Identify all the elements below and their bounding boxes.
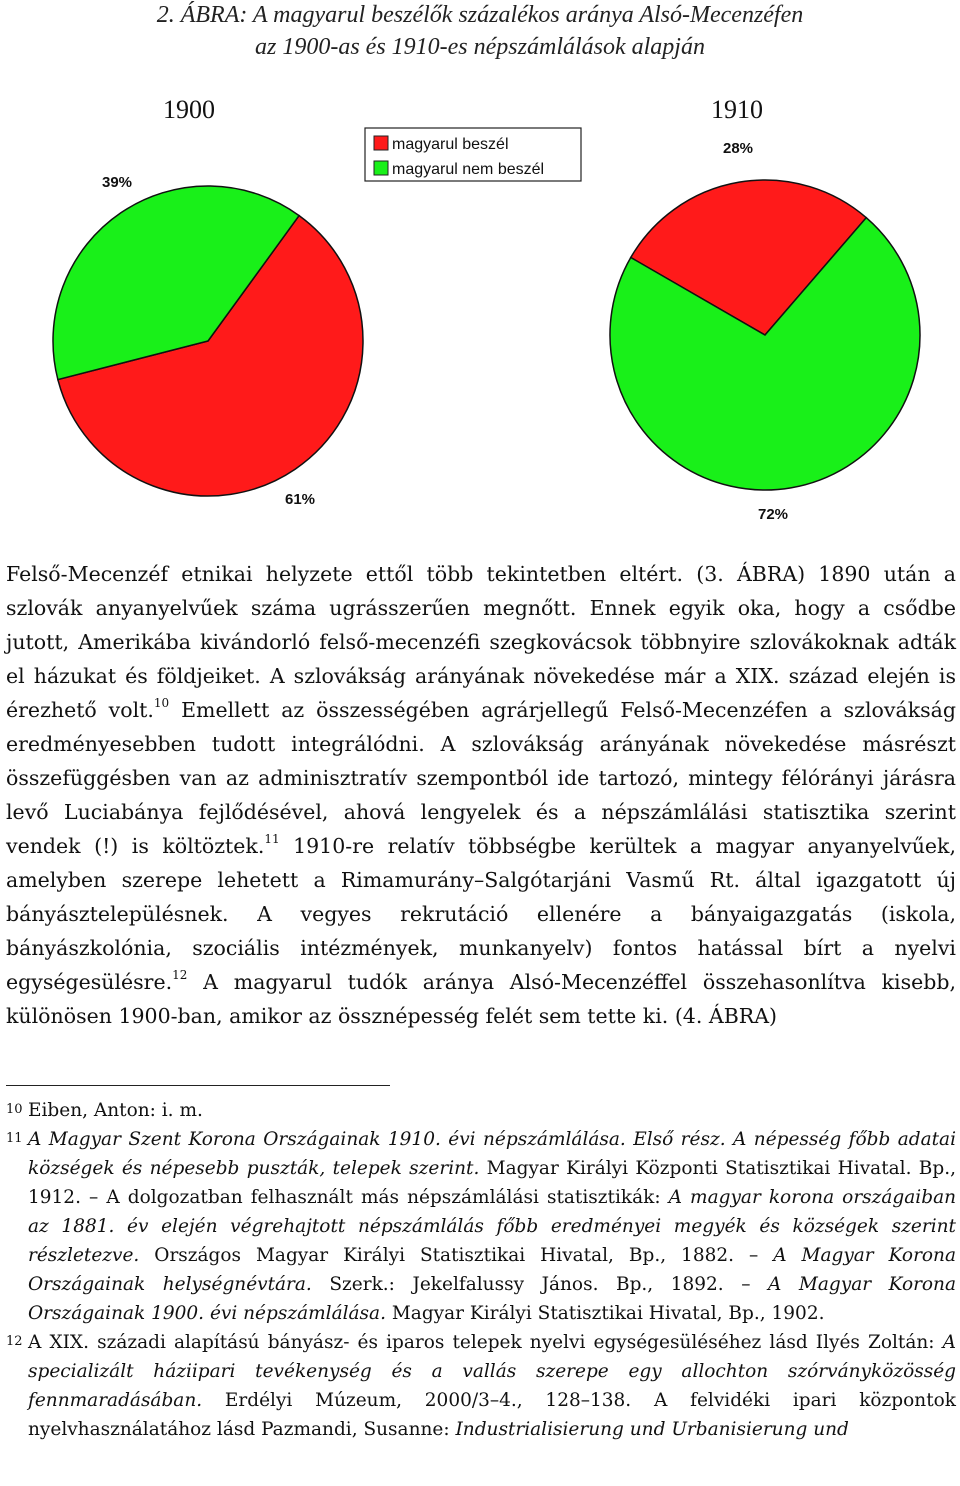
pie-1900-label-beszel: 61%	[284, 491, 316, 508]
pie-1910-label-beszel: 28%	[722, 140, 754, 157]
footnote-number: 10	[6, 1102, 23, 1117]
caption-abra: ÁBRA	[180, 2, 240, 28]
body-text-part: ) 1890 után a szlovák anyanyelvűek száma ugrásszerűen megnőtt. Ennek egyik oka, hogy a csődbe jutott, Amerikába kivándorló felső-mecenzéfi szegkovácsok többnyire szlovákoknak adták el házukat és földjeiket. A szlovákság arányának növekedése már a XIX. század elején is érezhető volt.	[6, 562, 956, 722]
body-paragraph	[6, 557, 956, 1033]
footnote-text: A Magyar Szent Korona Országainak 1910. évi népszámlálása. Első rész. A népesség főbb adatai községek és népesebb puszták, telepek szerint.	[28, 1129, 956, 1179]
footnote-text: Industrialisierung und Urbanisierung und	[455, 1419, 849, 1440]
abra-ref: ÁBRA	[708, 1004, 769, 1028]
legend-swatch-nem-beszel	[374, 161, 388, 175]
footnote-text: Magyar Királyi Statisztikai Hivatal, Bp., 1902.	[385, 1303, 825, 1324]
footnote-text: Eiben, Anton: i. m.	[28, 1100, 203, 1121]
abra-ref: ÁBRA	[736, 562, 798, 586]
body-text-part: Emellett az összességében agrárjellegű Felső-Mecenzéfen a szlovákság eredményesebben tudott integrálódni. A szlovákság arányának növekedése másrészt összefüggésben van az adminisztratív szempontból ide tartozó, mintegy félórányi járásra levő Luciabánya fejlődésével, ahová lengyelek és a népszámlálási statisztika szerint vendek (!) is költöztek.	[6, 698, 956, 858]
caption-line-2: az 1900-as és 1910-es népszámlálások alapján	[255, 34, 705, 60]
footnote-text: Szerk.: Jekelfalussy János. Bp., 1892. –	[311, 1274, 769, 1295]
pie-chart-1910	[610, 180, 920, 490]
footnote-ref-11[interactable]: 11	[264, 832, 280, 847]
pie-chart-1900	[53, 186, 363, 496]
footnote-text: A Magyar Korona Országainak 1900. évi népszámlálása.	[28, 1274, 957, 1324]
footnote-text: Országos Magyar Királyi Statisztikai Hivatal, Bp., 1882. –	[139, 1245, 774, 1266]
footnote-divider	[6, 1085, 390, 1086]
body-text-part: Felső-Mecenzéf etnikai helyzete ettől több tekintetben eltért. (3.	[6, 562, 737, 586]
pie-1910-label-nem-beszel: 72%	[757, 506, 789, 523]
legend-label-nem-beszel: magyarul nem beszél	[392, 161, 545, 178]
footnote-ref-12[interactable]: 12	[172, 968, 188, 983]
footnote-text: A magyar korona országaiban az 1881. év elején végrehajtott népszámlálás főbb eredményei megyék és községek szerint részletezve.	[28, 1187, 957, 1266]
caption-line-1	[0, 2, 960, 29]
pie-1900-label-nem-beszel: 39%	[101, 174, 133, 191]
footnote-11	[6, 1125, 956, 1328]
footnote-text: Erdélyi Múzeum, 2000/3–4., 128–138. A felvidéki ipari központok nyelvhasználatához lásd Pazmandi, Susanne:	[28, 1390, 956, 1440]
body-text-part: 1910-re relatív többségbe kerültek a magyar anyanyelvűek, amelyben szerepe lehetett a Rimamurány–Salgótarjáni Vasmű Rt. által igazgatott új bányásztelepülésnek. A vegyes rekrutáció ellenére a bányaigazgatás (iskola, bányászkolónia, szociális intézmények, munkanyelv) fontos hatással bírt a nyelvi egységesülésre.	[6, 834, 956, 994]
legend-swatch-beszel	[374, 136, 388, 150]
footnote-number: 11	[6, 1131, 23, 1146]
pie-title-1900: 1900	[163, 95, 215, 124]
footnote-text: A specializált háziipari tevékenység és a vallás szerepe egy allochton szórványközösség fennmaradásában.	[28, 1332, 956, 1411]
footnote-12	[6, 1328, 956, 1444]
footnote-ref-10[interactable]: 10	[153, 696, 170, 711]
legend	[365, 128, 581, 181]
footnote-text: A Magyar Korona Országainak helységnévtára.	[28, 1245, 956, 1295]
caption-number: 2.	[156, 2, 175, 28]
legend-label-beszel: magyarul beszél	[392, 136, 509, 153]
footnote-10	[6, 1096, 956, 1125]
pie-title-1910: 1910	[711, 95, 763, 124]
body-text-part: A magyarul tudók aránya Alsó-Mecenzéffel összehasonlítva kisebb, különösen 1900-ban, amikor az össznépesség felét sem tette ki. (4.	[6, 970, 956, 1028]
footnote-text: A XIX. századi alapítású bányász- és iparos telepek nyelvi egységesüléséhez lásd Ilyés Zoltán:	[28, 1332, 943, 1353]
footnote-number: 12	[6, 1334, 23, 1349]
pie-charts	[0, 88, 960, 533]
body-text-part: )	[769, 1004, 777, 1028]
footnote-text: Magyar Királyi Központi Statisztikai Hivatal. Bp., 1912. – A dolgozatban felhasznált más népszámlálási statisztikák:	[28, 1158, 956, 1208]
caption-title: : A magyarul beszélők százalékos aránya Alsó-Mecenzéfen	[239, 2, 804, 28]
footnotes	[6, 1096, 956, 1444]
